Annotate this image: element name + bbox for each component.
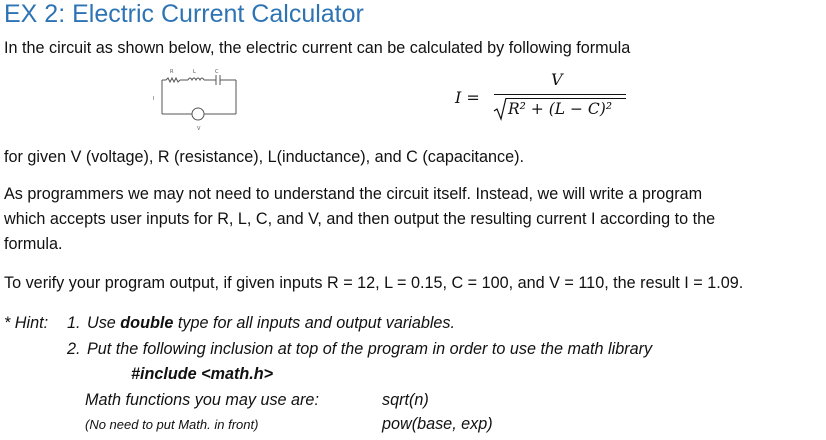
intro-text: In the circuit as shown below, the electric current can be calculated by following formula: [4, 39, 631, 57]
given-line: for given V (voltage), R (resistance), L(inductance), and C (capacitance).: [4, 148, 525, 166]
hint-item1-post: type for all inputs and output variables.: [173, 314, 456, 332]
label-l: L: [193, 69, 196, 75]
label-v: V: [197, 126, 201, 132]
formula-denominator: R² + (L − C)²: [508, 100, 613, 118]
func-sqrt: sqrt(n): [382, 391, 429, 409]
label-r: R: [170, 69, 174, 75]
sqrt-icon: [493, 97, 507, 121]
fraction-bar: [494, 94, 626, 95]
circuit-diagram: [150, 66, 245, 136]
hint-item2-num: 2.: [67, 340, 81, 358]
include-line: #include <math.h>: [131, 365, 274, 383]
math-note: (No need to put Math. in front): [85, 417, 259, 432]
hint-item1-bold: double: [120, 314, 174, 332]
hint-item2: Put the following inclusion at top of the program in order to use the math library: [87, 340, 653, 358]
formula-lhs: I =: [455, 88, 480, 107]
page-title: EX 2: Electric Current Calculator: [4, 0, 364, 28]
para2-line2: which accepts user inputs for R, L, C, and V, and then output the resulting current I according to the: [4, 210, 716, 228]
hint-item1-num: 1.: [67, 314, 81, 332]
para2-line1: As programmers we may not need to understand the circuit itself. Instead, we will write a program: [4, 185, 703, 203]
formula-numerator: V: [551, 70, 563, 89]
para2-line3: formula.: [4, 235, 63, 253]
func-pow: pow(base, exp): [382, 415, 493, 433]
hint-item1: [87, 312, 455, 334]
sqrt-bar: [506, 98, 626, 99]
label-i: I: [153, 96, 155, 102]
hint-prefix: * Hint:: [4, 314, 49, 332]
label-c: C: [215, 69, 219, 75]
hint-item1-pre: Use: [87, 314, 121, 332]
verify-line: To verify your program output, if given inputs R = 12, L = 0.15, C = 100, and V = 110, the result I = 1.09.: [4, 274, 744, 292]
math-label: Math functions you may use are:: [85, 391, 319, 409]
